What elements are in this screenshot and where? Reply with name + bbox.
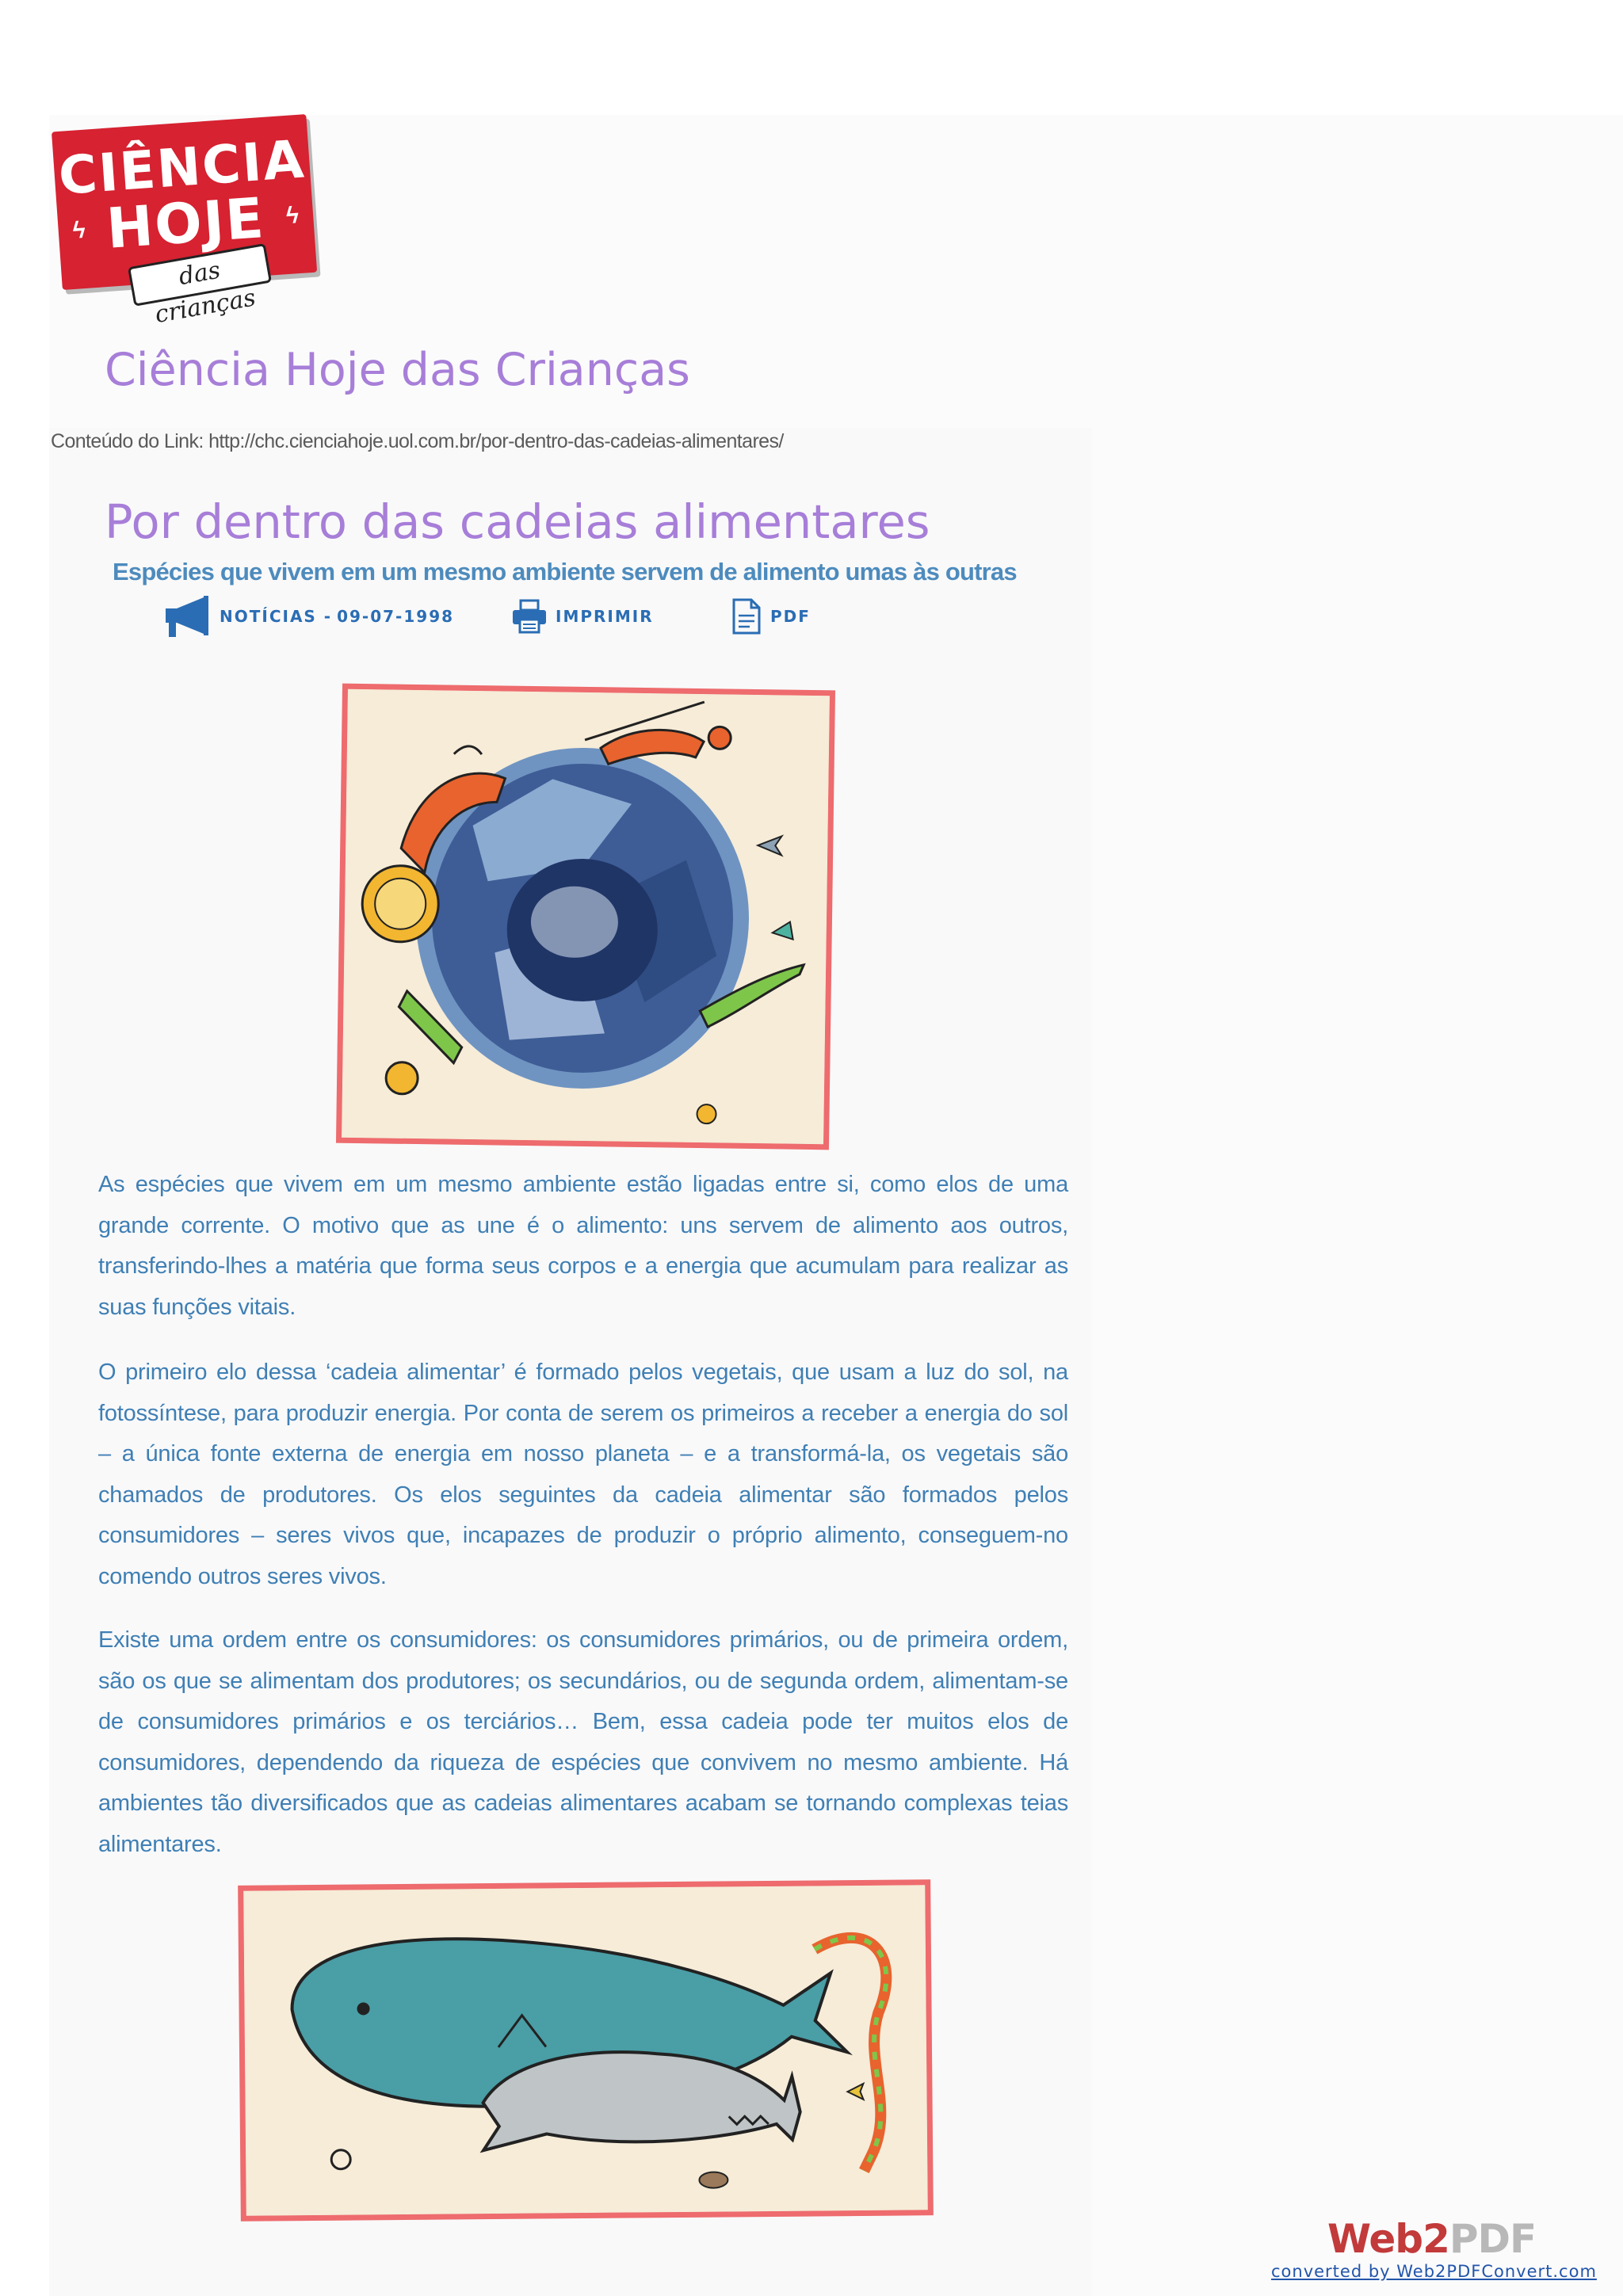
site-title: Ciência Hoje das Crianças bbox=[105, 344, 690, 396]
print-button[interactable] bbox=[511, 594, 654, 639]
web2pdf-link[interactable]: converted by Web2PDFConvert.com bbox=[1271, 2262, 1597, 2281]
whale-shark-illustration bbox=[238, 1879, 934, 2222]
food-chain-circle-illustration bbox=[336, 684, 835, 1150]
article-paragraph: O primeiro elo dessa ‘cadeia alimentar’ é formado pelos vegetais, que usam a luz do sol, na fotossíntese, para produzir energia. Por conta de serem os primeiros a receber a energia do sol – a única fonte externa de energia em nosso planeta – e a transformá-la, os vegetais são chamados de produtores. Os elos seguintes da cadeia alimentar são formados pelos consumidores – seres vivos que, incapazes de produzir o próprio alimento, conseguem-no comendo outros seres vivos. bbox=[98, 1360, 1068, 1589]
logo-line-3: das crianças bbox=[128, 243, 272, 307]
web2pdf-logo-pdf: PDF bbox=[1449, 2216, 1537, 2262]
pdf-label: PDF bbox=[770, 607, 811, 626]
printer-icon bbox=[511, 599, 548, 634]
lightning-icon: ϟ bbox=[71, 216, 86, 244]
article-subtitle: Espécies que vivem em um mesmo ambiente servem de alimento umas às outras bbox=[113, 558, 1017, 585]
pdf-button[interactable] bbox=[731, 594, 811, 639]
web2pdf-logo bbox=[1327, 2216, 1537, 2262]
web2pdf-logo-web2: Web2 bbox=[1327, 2216, 1449, 2262]
lightning-icon: ϟ bbox=[285, 202, 300, 230]
print-label: IMPRIMIR bbox=[556, 607, 654, 626]
article-paragraph: As espécies que vivem em um mesmo ambiente estão ligadas entre si, como elos de uma grande corrente. O motivo que as une é o alimento: uns servem de alimento aos outros, transferindo-lhes a matéria que forma seus corpos e a energia que acumulam para realizar as suas funções vitais. bbox=[98, 1172, 1068, 1320]
logo-line-2: HOJE bbox=[104, 185, 268, 261]
site-logo[interactable] bbox=[52, 114, 318, 330]
news-category[interactable] bbox=[162, 594, 454, 639]
article-paragraph: Existe uma ordem entre os consumidores: os consumidores primários, ou de primeira ordem, são os que se alimentam dos produtores; os secundários, ou de segunda ordem, alimentam-se de consumidores primários e os terciários… Bem, essa cadeia pode ter muitos elos de consumidores, dependendo da riqueza de espécies que convivem no mesmo ambiente. Há ambientes tão diversificados que as cadeias alimentares acabam se tornando complexas teias alimentares. bbox=[98, 1627, 1068, 1857]
category-label: NOTÍCIAS - bbox=[220, 607, 333, 626]
megaphone-icon bbox=[162, 594, 212, 639]
publish-date: 09-07-1998 bbox=[337, 607, 455, 626]
logo-line-1: CIÊNCIA bbox=[56, 128, 307, 207]
article-title: Por dentro das cadeias alimentares bbox=[105, 494, 930, 549]
document-icon bbox=[731, 598, 762, 635]
source-link-line: Conteúdo do Link: http://chc.cienciahoje.uol.com.br/por-dentro-das-cadeias-alimentares/ bbox=[51, 430, 784, 452]
